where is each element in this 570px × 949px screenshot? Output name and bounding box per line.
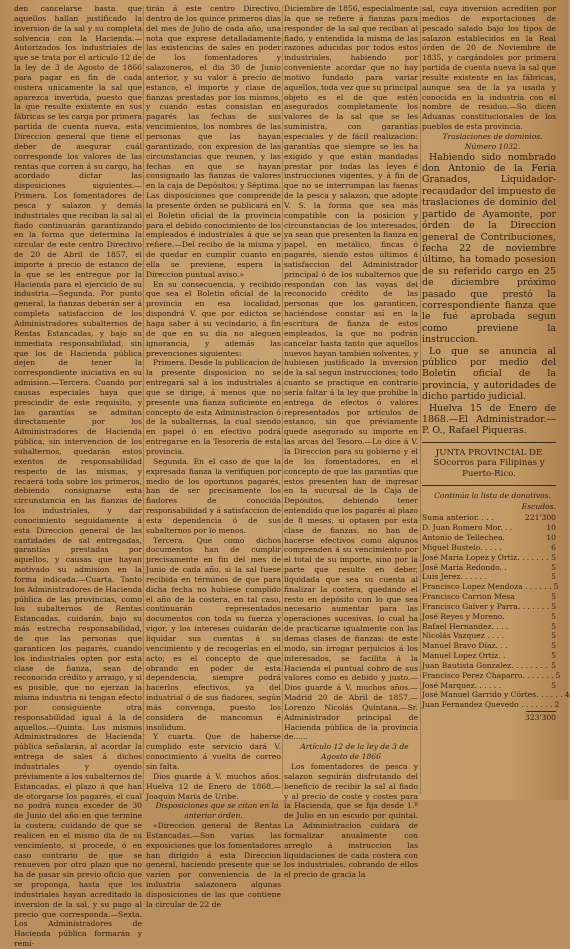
list-item [422,622,556,632]
column-3 [284,4,418,880]
paragraph: den cancelarse hasta que aquellos hallan justificado la inversion de la sal y su completa solvencia con la Hacienda.—Autorizados los industriales de que se trata por el artículo 12 de la ley de 3 de Agosto de 1866 para pagar en fin de cada costera unicamente la sal que aparezca invertida, puesto que la que resulte existente en sus fábricas se les carga por primera partida de cuenta nueva, esta Direccion general que tiene el deber de asegurar cuál corresponde los valores de las rentas que corren á su cargo, ha acordado dictar las disposiciones siguientes.—Primera. Los fomentadores de pesca y salazon y demás industriales que reciban la sal al fiado continuarán garantizando en la forma que determina la circular de este centro Directivo de 20 de Abril de 1857, el importe á precio de estanco de la que se les entregue por la Hacienda para el ejercicio de su industria.—Segunda. Por punto general, la fianzas deberán ser á completa satisfaccion de los Administradores subalternos de Rentas Estancadas, y bajo su inmediata responsabilidad, sin que los de Hacienda pública dejen de tener la correspondiente iniciativa en su admision.—Tercera. Cuando por causas especiales haya que prescindir de este requisito, y las garantías se admitan directamente por los Administradores de Hacienda pública, sin intervencion de los subalternos, quedarán estos exentos de responsabilidad respecto de las mismas, y recaerá toda sobre los primeros, debiendo consignarse esta circunstancia en las fianzas de los industriales, y dar conocimiento seguidamente á esta Direccion general de las cantidades de sal entregadas, garantías prestadas por aquellos, y causas que hayan motivado su admision en la forma indicada.—Cuarta. Tanto los Administradores de Hacienda pública de las provincias, como los subalternos de Rentas Estancadas, cuidarán, bajo su más estrecha responsabilidad, de que las personas que garanticen los pagarés, cuando los industriales opten por esta clase de fianza, sean de reconocido crédito y arraigo, y si es posible, que no ejerzan la misma industria ni tengan efecto por consiguiente otra responsabilidad igual á la de aquellos.—Quinta. Los mismos Administradores de Hacienda pública señalarán, al acordar la entrega de sales á dichos industriales y oyendo préviamente á los subalternos de Estancadas, el plazo á que han de otorgarse los pagarés, el cual no podrá nunca exceder de 30 de Junio del año en que termine la costera; cuidando de que se realicen en el mismo dia de su vencimiento, si procede, ó en caso contrario de que se renueven por otro plazo que no ha de pasar sin previo oficio que se proponga, hasta que los industriales hayan acreditado la inversion de la sal, y su pago al precio que corresponda.—Sexta. Los Administradores de Hacienda pública formarán y remi- [14,4,142,949]
donation-amount: 5 [551,641,556,651]
list-item [422,681,556,691]
column-1 [14,4,142,949]
donation-amount: 4 [564,690,570,700]
donation-amount: 5 [551,680,556,690]
donation-amount: 5 [551,562,556,572]
paragraph: tirán á este centro Directivo, dentro de los quince primeros dias del mes de Julio de cada año, una nota que exprese detalladamente las existencias de sales en poder de los fomentadores y salazoneros, el dia 30 de Junio anterior, y su valor á precio de estanco, el importe y clase de fianzas prestadas por los mismos, y cuando estas consistan en pagarés las fechas de sus vencimientos, los nombres de las personas que las hayan garantizado, con expresion de las circunstancias que reunen, y las fechas en que se hayan consignado las fianzas de valores en la caja de Depósitos; y Séptima. Las disposiciones que comprende la presente órden se publicará en el Boletin oficial de la provincia para el debido conocimiento de los empleados é industriales á que se refiere.—Del recibo de la misma y de quedar en cumplir cuanto en ella se previene, espera la Direccion puntual aviso.» [146,4,281,279]
notice-paragraph: Lo que se anuncia al público por medio del Boletin oficial de la provincia, y autoridades de dicho partido judicial. [422,345,556,403]
paragraph: Los fomentadores de pesca y salazon seguirán disfrutando del beneficio de recibir la sal al fiado y al precio de coste y costes para la Hacienda, que se fija desde 1.º de Julio en un escudo por quintal. La Administracion cuidará de formalizar anualmente con arreglo á instruccion las liquidaciones de cada costera con los industriales, cobrando de ellos el precio de gracia la [284,761,418,880]
column-rule [143,6,144,794]
paragraph: Primera. Desde la publicacion de la presente disposicion no se entregará sal á los industriales á que se dirige, á menos que no presente una fianza suficiente en concepto de esta Administracion ó de la subalternas, la cual siendo en papel ó en efectivo podrá entregarse en la Tesorería de esta provincia. [146,358,281,456]
donor-name: D. Juan Romero Mor. . . [422,523,513,533]
list-item [422,582,559,592]
donation-amount: 5 [555,670,561,680]
currency-label: Escudos. [521,502,556,512]
donation-amount: 5 [551,592,556,602]
column-4 [422,4,570,796]
list-item [422,612,556,622]
list-item [422,592,556,602]
paragraph: Segunda. En el caso de que la expresada fianza la verifiquen por medio de los oportunos pagarés, han de ser precisamente los fiadores de conocida responsabilidad y á satisfaccion de esta dependencia ó de sus subalternos por lo menos. [146,456,281,535]
donor-name: José Manuel Garrido y Córtes. . . . . . [422,690,563,700]
donor-name: Suma anterior. . . . [422,513,494,523]
donation-amount: 5 [551,601,556,611]
donation-amount: 10 [546,523,556,533]
total-rule [526,711,556,712]
donation-amount: 5 [551,552,556,562]
article-heading: Artículo 12 de la ley de 3 de Agosto de 1866 [300,742,409,762]
list-title: Continúa la lista de donativos. [434,490,551,500]
donation-amount: 5 [551,621,556,631]
donor-name: Manuel Lopez Ortiz. . [422,651,506,661]
donations-list [422,513,570,710]
donation-amount: 6 [551,542,556,552]
donation-amount: 5 [553,582,559,592]
column-2 [146,4,281,909]
donation-amount: 221'300 [524,513,556,523]
list-item [422,553,556,563]
donor-name: Juan Fernandez Quevedo . . . . . . . [422,700,553,710]
paragraph: sal, cuya inversion acrediten por medios de exportaciones de pescado salado bajo los tipos de salazon establecidos en la Real órden de 20 de Noviembre de 1835, y cargándoles por primera partida de cuenta nueva la sal que resulte existente en las fábricas, aunque sea de la ya usada y conocida en la industria con el nombre de residuo.—So dicen Aduanas constitucionales de los pueblos de esta provincia. [422,4,556,132]
donor-name: Miguel Bustelo. . . . . [422,542,502,552]
divider [422,442,556,443]
notice-number: Número 1032. [464,141,521,151]
notice-signature: Huelva 15 de Enero de 1868.—El Administrador.—P. O., Rafael Piqueras. [422,402,556,437]
list-item [422,651,556,661]
donor-name: Nicolás Vazquez . . . . [422,631,505,641]
paragraph: Diciembre de 1856, especialmente la que se refiere á fianzas para responder de la sal que reciban al fiado, y entendida la misma de las razones aducidas por todos estos industriales, habiendo por conveniente acordar que no hay motivo fundado para variar aquellos, toda vez que su principal objeto es el de que estén asegurados completamente los valores de la sal que se les suministra, con garantías especiales y de fácil realizacion: garantías que siempre se les ha exigido y que están mandadas prestar por todas las leyes é instrucciones vigentes, y á fin de que no se interrumpan las faenas de la pesca y salazon, que adopte V. S. la forma que sea más compatible con la posicion y circunstancias de los interesados, ya sean que presenten la fianza en papel, en metálico, fincas ó pagarés, siendo estos últimos á satisfaccion del Administrador principal ó de los subalternos que respondan con las voyas del reconocido crédito de las personas que los garanticen, haciéndose constar así en la escritura de fianza de estos empleados, la que no podrán cancelar hasta tanto que aquellos nuevos hayan también solventes, y hubiesen justificado la inversion de la sal segun instrucciones; todo cuanto se practique en contrario sería faltar á la ley que prohibe la entrega de efectos ó valores representados por artículos de estanco, sin que préviamente quede asegurado su importe en las arcas del Tesoro.—Lo dice á V. la Direccion para su gobierno y el de los fomentadores, en el concepto de que las garantías que estos presenten han de ingresar en la sucursal de la Caja de Depósitos, debiendo tener entendido que los pagarés al plazo de 8 meses, si optasen por esta clase de fianzas, no han de hacerse efectivos como algunos comprenden á su vencimiento por el total de su importe, sino por la parte que resulte en deber, liquidada que sea su cuenta al finalizar la costera, quedando el resto en depósito con lo que sea necesario aumentar para las operaciones sucesivas, lo cual ha de practicarse igualmente con las demas clases de fianzas: de este modo, sin irrogar perjuicios á los interesados, se facilita á la Hacienda el puntual cobro de sus valores como es debido y justo.—Dios guarde á V. muchos años.—Madrid 20 de Abril de 1857.—Lorenzo Nicolás Quintana.—Sr. Administrador principal de Hacienda pública de la provincia de...... [284,4,418,742]
list-item [422,572,556,582]
junta-title: JUNTA PROVINCIAL DE SOcorros para Filipinas y Puerto-Rico. [433,447,545,479]
list-item [422,602,556,612]
paragraph: Tercera. Que como dichos documentos han de cumplir precisamente en fin del mes de Junio de cada año, si la sal fuese recibida en términos de que para dicha fecha no hubiese cumplido el año de la costera, en tal caso, continuarán representados documentos con toda su fuerza y vigor, y los intereses cuidarán de liquidar sus cuentas á su vencimiento y de recogerlas en el acto; es el concepto de que obrando en poder de esta dependencia, siempre podrá hacerlos efectivos, ya del industrial ó de sus fiadores, según más convenga, puesto los considera de mancomun é insolidum. [146,535,281,732]
list-item [422,700,560,710]
donation-amount: 5 [551,631,556,641]
divider [422,485,556,486]
list-item [422,533,556,543]
total-value: 323'300 [524,713,556,723]
section-heading: Traslaciones de dominios. [442,131,543,141]
donation-amount: 2 [554,700,560,710]
donor-name: Juan Bautista Gonzalez. . . . . . . . [422,660,548,670]
paragraph: En su consecuencia, y recibido que sea el Boletin oficial de la provincia en esa localidad, dispondrá V. que por edictos se haga saber á su vecindario, á fin de que en su dia no aleguen ignorancia, y además las prevenciones siguientes: [146,279,281,358]
paragraph: Y cuarta. Que de haberse cumplido este servicio dará V. conocimiento á vuelta de correo sin falta. [146,732,281,771]
list-item [422,523,556,533]
donor-name: José María Redondo. . [422,562,507,572]
list-item [422,543,556,553]
donor-name: Manuel Bravo Díaz. . . [422,641,508,651]
list-item [422,641,556,651]
donation-amount: 5 [551,572,556,582]
list-item [422,631,556,641]
donation-amount: 5 [551,660,556,670]
section-heading: Disposiciones que se citan en la anterior órden. [155,801,279,821]
paragraph: «Direccion general de Rentas Estancadas.—Son varias las exposiciones que los fomentadores han dirigido á esta Direccion general, haciendo presente que se varíen por conveniencia de la industria salazonera algunas disposiciones de las que contiene la circular de 22 de [146,821,281,909]
notice-paragraph: Habiendo sido nombrado don Antonio de la Feria Granados, Liquidador-recaudador del impuesto de traslaciones de dominio del partido de Ayamonte, por órden de la Direccion general de Contribuciones, fecha 22 de noviembre último, ha tomado posesion de su referido cargo en 25 de diciembre próximo pasado que prestó la correspondiente fianza que le fué aprobada segun como previene la instruccion. [422,151,556,346]
signature-paragraph: Dios guarde á V. muchos años. Huelva 12 de Enero de 1868.—Joaquin María de Uribe. [146,771,281,801]
list-item [422,670,561,681]
donor-name: Francisco Lopez Mendoza . . . . . . [422,582,552,592]
donation-amount: 5 [551,651,556,661]
donor-name: Francisco Perez Chaparro. . . . . . . [422,670,554,680]
donor-name: Francisco Galver y Parra. . . . . . . [422,601,550,611]
donor-name: Francisco Carrion Mesa [422,592,515,602]
list-item [422,661,556,671]
donation-amount: 5 [551,611,556,621]
donor-name: Antonio de Tellechea. [422,532,505,542]
donor-name: Rafael Hernandez. . . . [422,621,509,631]
donor-name: José Marquez. . . . . . [422,680,502,690]
donor-name: José Reyes y Moreno. [422,611,505,621]
list-item [422,690,570,700]
list-item [422,563,556,573]
donor-name: Luis Jerez. . . . . . [422,572,487,582]
donation-amount: 10 [546,532,556,542]
total-row [422,713,556,723]
donor-name: José María Lopez y Ortiz. . . . . . . [422,552,549,562]
column-rule [282,6,283,794]
column-rule [420,6,421,794]
list-item [422,513,556,523]
